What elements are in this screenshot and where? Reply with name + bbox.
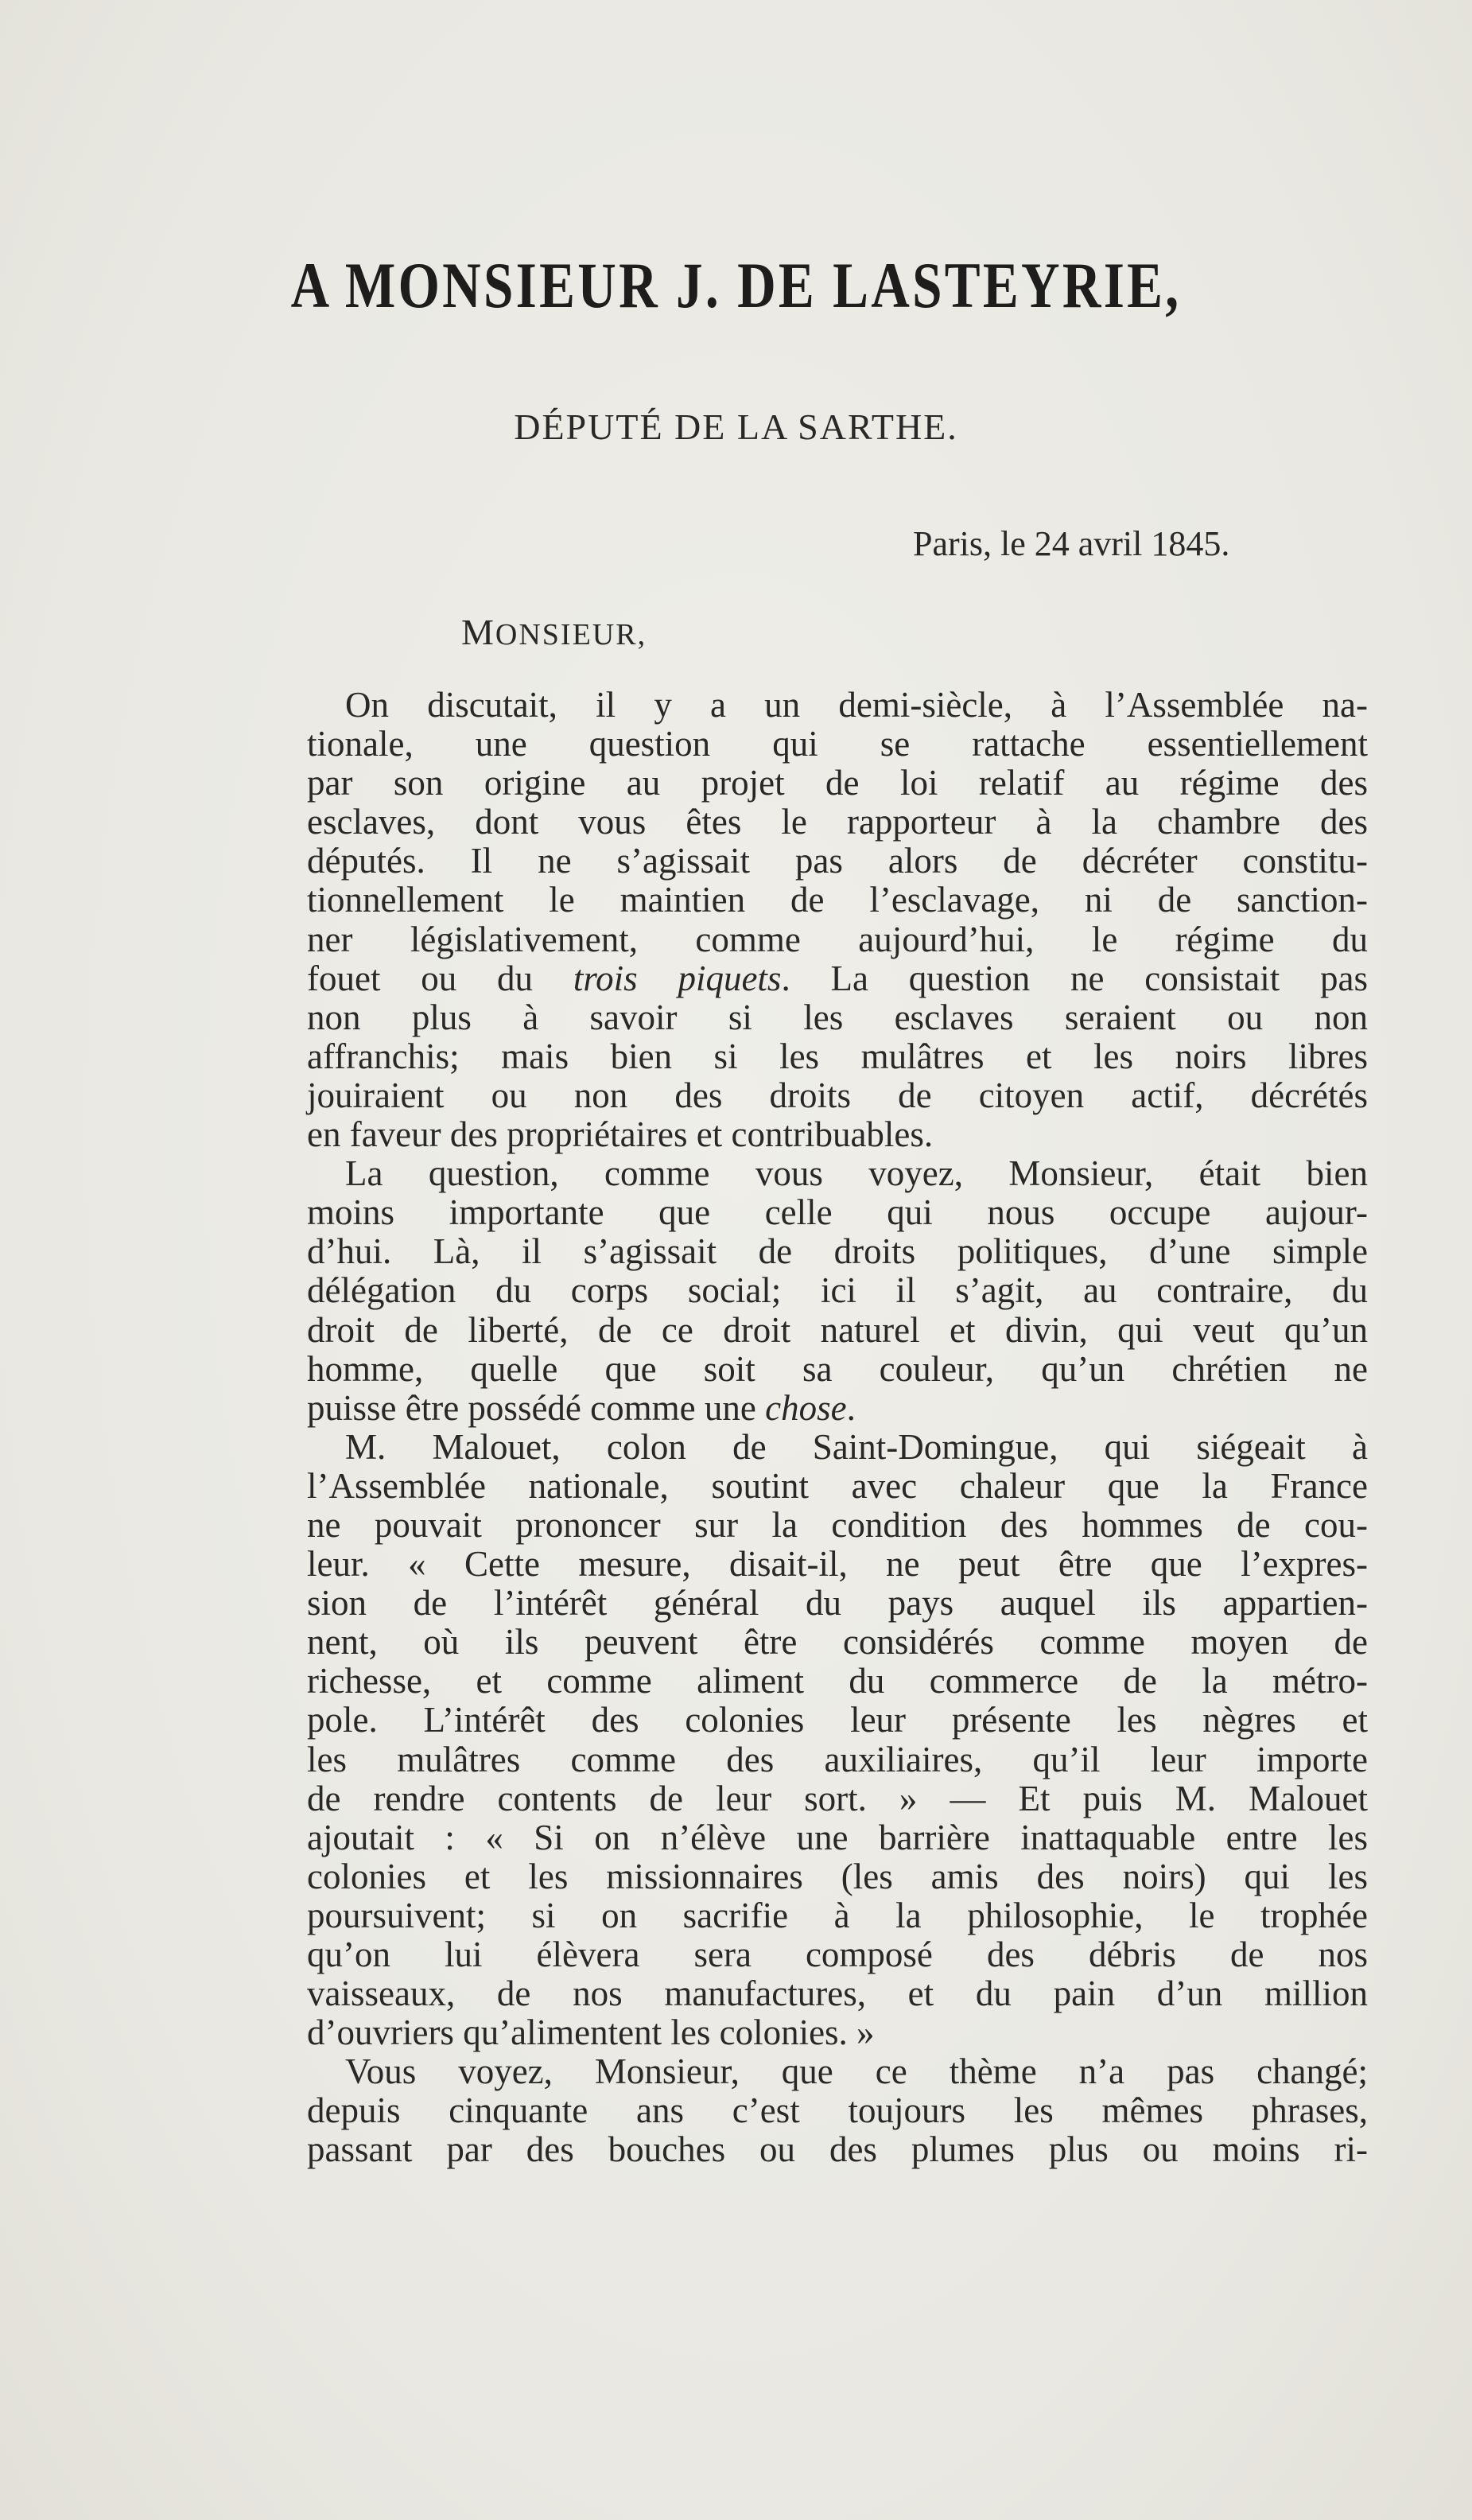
text-line: esclaves, dont vous êtes le rapporteur à la chambre des	[307, 802, 1368, 842]
text-line: pole. L’intérêt des colonies leur présente les nègres et	[307, 1700, 1368, 1740]
text-line: Vous voyez, Monsieur, que ce thème n’a pas changé;	[345, 2051, 1368, 2092]
text-line: jouiraient ou non des droits de citoyen actif, décrétés	[307, 1075, 1368, 1115]
text-line: d’ouvriers qu’alimentent les colonies. »	[307, 2012, 875, 2053]
text-line: On discutait, il y a un demi-siècle, à l’Assemblée na-	[345, 685, 1368, 725]
text-line: les mulâtres comme des auxiliaires, qu’il leur importe	[307, 1739, 1368, 1779]
text-line: puisse être possédé comme une chose.	[307, 1387, 856, 1428]
text-line: nent, où ils peuvent être considérés comme moyen de	[307, 1622, 1368, 1662]
text-line: l’Assemblée nationale, soutint avec chaleur que la France	[307, 1465, 1368, 1506]
text-line: passant par des bouches ou des plumes plus ou moins ri-	[307, 2129, 1368, 2170]
text-line: ne pouvait prononcer sur la condition des hommes de cou-	[307, 1504, 1368, 1545]
page-subtitle: DÉPUTÉ DE LA SARTHE.	[514, 406, 958, 447]
text-line: poursuivent; si on sacrifie à la philosophie, le trophée	[307, 1895, 1368, 1935]
text-line: ajoutait : « Si on n’élève une barrière inattaquable entre les	[307, 1817, 1368, 1857]
text-line: par son origine au projet de loi relatif au régime des	[307, 763, 1368, 803]
text-line: fouet ou du trois piquets. La question ne consistait pas	[307, 958, 1368, 998]
text-line: colonies et les missionnaires (les amis des noirs) qui les	[307, 1856, 1368, 1896]
text-line: tionnellement le maintien de l’esclavage, ni de sanction-	[307, 880, 1368, 920]
body-text	[307, 686, 1368, 2170]
dateline: Paris, le 24 avril 1845.	[913, 524, 1230, 563]
text-line: qu’on lui élèvera sera composé des débris de nos	[307, 1935, 1368, 1974]
text-line: de rendre contents de leur sort. » — Et puis M. Malouet	[307, 1778, 1368, 1818]
text-line: vaisseaux, de nos manufactures, et du pain d’un million	[307, 1974, 1368, 2014]
text-line: délégation du corps social; ici il s’agit, au contraire, du	[307, 1270, 1368, 1311]
text-line: La question, comme vous voyez, Monsieur, était bien	[345, 1153, 1368, 1194]
text-line: affranchis; mais bien si les mulâtres et les noirs libres	[307, 1036, 1368, 1076]
text-line: richesse, et comme aliment du commerce de la métro-	[307, 1661, 1368, 1701]
text-line: en faveur des propriétaires et contribuables.	[307, 1114, 934, 1155]
salutation: MONSIEUR,	[461, 612, 647, 652]
text-line: moins importante que celle qui nous occupe aujour-	[307, 1192, 1368, 1233]
text-line: tionale, une question qui se rattache essentiellement	[307, 724, 1368, 764]
text-line: leur. « Cette mesure, disait-il, ne peut être que l’expres-	[307, 1544, 1368, 1585]
text-line: d’hui. Là, il s’agissait de droits politiques, d’une simple	[307, 1231, 1368, 1272]
text-line: sion de l’intérêt général du pays auquel ils appartien-	[307, 1583, 1368, 1624]
text-line: non plus à savoir si les esclaves seraient ou non	[307, 997, 1368, 1037]
text-line: ner législativement, comme aujourd’hui, le régime du	[307, 919, 1368, 959]
text-line: députés. Il ne s’agissait pas alors de décréter constitu-	[307, 841, 1368, 881]
text-line: depuis cinquante ans c’est toujours les mêmes phrases,	[307, 2090, 1368, 2131]
page-title: A MONSIEUR J. DE LASTEYRIE,	[290, 249, 1182, 321]
text-line: droit de liberté, de ce droit naturel et divin, qui veut qu’un	[307, 1309, 1368, 1350]
text-line: homme, quelle que soit sa couleur, qu’un chrétien ne	[307, 1348, 1368, 1389]
text-line: M. Malouet, colon de Saint-Domingue, qui siégeait à	[345, 1426, 1368, 1467]
